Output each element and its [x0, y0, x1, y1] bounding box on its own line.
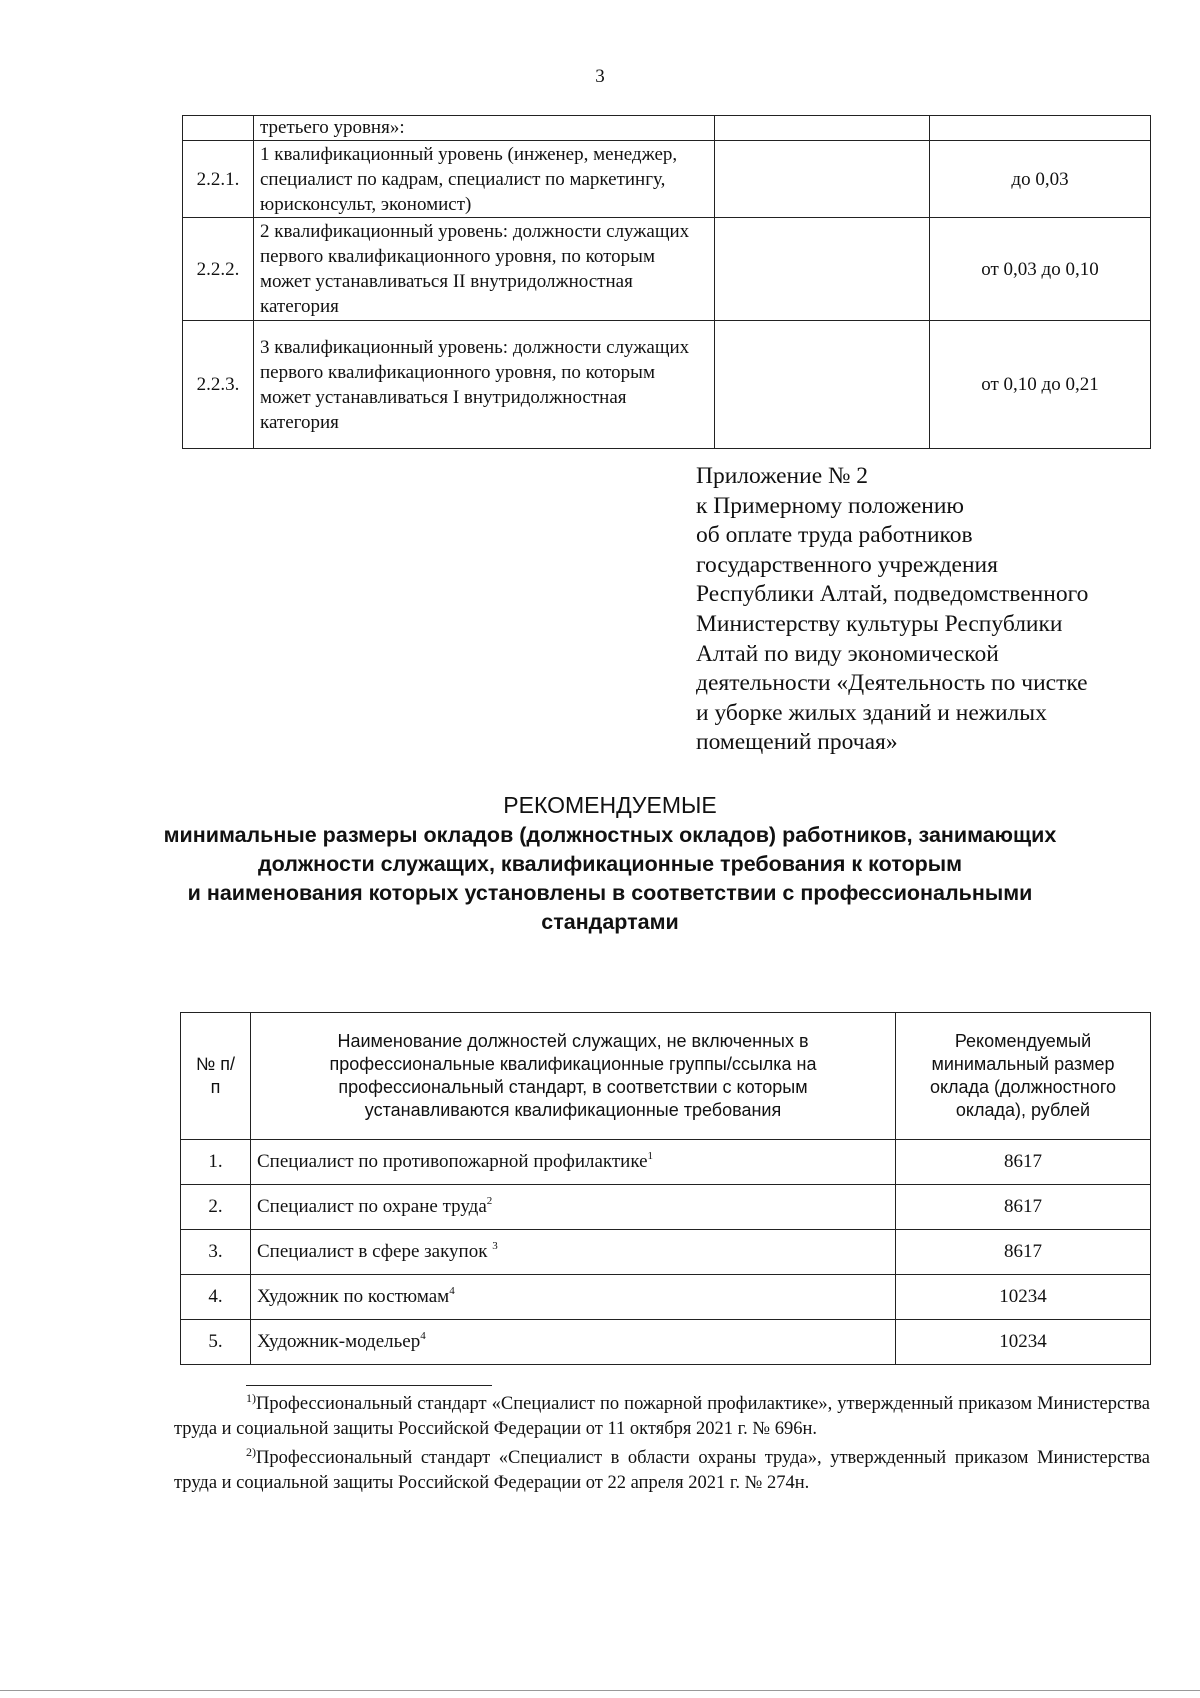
row-name — [251, 1230, 896, 1275]
footnote-separator — [246, 1385, 492, 1386]
table-row — [181, 1320, 1151, 1365]
row-value: 10234 — [896, 1320, 1151, 1365]
footnote-mark: 1) — [246, 1391, 256, 1405]
appendix-caption — [696, 462, 1166, 758]
row-value: от 0,10 до 0,21 — [930, 321, 1151, 449]
appendix-line: и уборке жилых зданий и нежилых — [696, 699, 1047, 726]
footnote-ref: 4 — [449, 1285, 455, 1297]
appendix-line: Республики Алтай, подведомственного — [696, 581, 1089, 608]
row-empty-cell — [715, 116, 930, 141]
header-num: № п/п — [181, 1013, 251, 1140]
row-number: 2. — [181, 1185, 251, 1230]
row-name: третьего уровня»: — [254, 116, 715, 141]
row-name: 3 квалификационный уровень: должности служащих первого квалификационного уровня, по которым может устанавливаться I внутридолжностная категория — [254, 321, 715, 449]
appendix-line: к Примерному положению — [696, 492, 964, 519]
header-value: Рекомендуемый минимальный размер оклада (должностного оклада), рублей — [896, 1013, 1151, 1140]
appendix-line: Алтай по виду экономической — [696, 640, 999, 667]
footnote-ref: 4 — [420, 1330, 426, 1342]
page-number: 3 — [595, 66, 605, 87]
appendix-line: об оплате труда работников — [696, 522, 973, 549]
footnote-ref: 2 — [486, 1195, 493, 1207]
row-number: 4. — [181, 1275, 251, 1320]
row-number: 2.2.1. — [183, 141, 254, 218]
appendix-line: Приложение № 2 — [696, 463, 869, 489]
table-row — [181, 1185, 1151, 1230]
row-empty-cell — [715, 141, 930, 218]
salary-table — [180, 1012, 1151, 1365]
scan-edge-line — [0, 1690, 1200, 1691]
row-name — [251, 1275, 896, 1320]
header-name: Наименование должностей служащих, не включенных в профессиональные квалификационные группы/ссылка на профессиональный стандарт, в соответствии с которым устанавливаются квалификационные требования — [251, 1013, 896, 1140]
row-value: 8617 — [896, 1185, 1151, 1230]
heading-title: РЕКОМЕНДУЕМЫЕ — [503, 792, 717, 818]
footnotes — [174, 1392, 1150, 1500]
table-row — [181, 1275, 1151, 1320]
table-row — [181, 1140, 1151, 1185]
row-number: 3. — [181, 1230, 251, 1275]
row-number: 2.2.2. — [183, 218, 254, 321]
heading-subtitle — [150, 821, 1070, 937]
row-name — [251, 1320, 896, 1365]
footnote-text: Профессиональный стандарт «Специалист по пожарной профилактике», утвержденный приказом Министерства труда и социальной защиты Российской Федерации от 11 октября 2021 г. № 696н. — [174, 1394, 1150, 1439]
heading-subtitle-line: и наименования которых установлены в соответствии с профессиональными — [187, 881, 1033, 905]
footnote-mark: 2) — [246, 1445, 256, 1459]
row-number: 5. — [181, 1320, 251, 1365]
appendix-line: помещений прочая» — [696, 729, 898, 756]
table-row — [183, 116, 1151, 141]
row-name — [251, 1185, 896, 1230]
row-value — [930, 116, 1151, 141]
row-value: 10234 — [896, 1275, 1151, 1320]
table-header-row — [181, 1013, 1151, 1140]
heading-subtitle-line: минимальные размеры окладов (должностных окладов) работников, занимающих — [163, 823, 1057, 847]
table-row — [181, 1230, 1151, 1275]
document-heading — [150, 790, 1070, 937]
row-name: 1 квалификационный уровень (инженер, менеджер, специалист по кадрам, специалист по маркетингу, юрисконсульт, экономист) — [254, 141, 715, 218]
row-number: 1. — [181, 1140, 251, 1185]
row-name — [251, 1140, 896, 1185]
position-name: Специалист в сфере закупок — [257, 1241, 488, 1262]
footnote-ref: 3 — [492, 1240, 498, 1252]
row-number: 2.2.3. — [183, 321, 254, 449]
footnote-text: Профессиональный стандарт «Специалист в области охраны труда», утвержденный приказом Министерства труда и социальной защиты Российской Федерации от 22 апреля 2021 г. № 274н. — [174, 1448, 1150, 1493]
qualification-levels-table — [182, 115, 1151, 449]
appendix-line: Министерству культуры Республики — [696, 610, 1063, 637]
row-value: 8617 — [896, 1140, 1151, 1185]
position-name: Художник-модельер — [257, 1331, 421, 1352]
footnote-2 — [174, 1446, 1150, 1496]
row-empty-cell — [715, 218, 930, 321]
row-value: от 0,03 до 0,10 — [930, 218, 1151, 321]
position-name: Специалист по противопожарной профилактике — [257, 1151, 648, 1172]
table-row — [183, 321, 1151, 449]
appendix-line: государственного учреждения — [696, 551, 998, 578]
appendix-line: деятельности «Деятельность по чистке — [696, 670, 1088, 697]
heading-subtitle-line: стандартами — [541, 910, 679, 934]
table-row — [183, 141, 1151, 218]
footnote-1 — [174, 1392, 1150, 1442]
row-value: до 0,03 — [930, 141, 1151, 218]
position-name: Специалист по охране труда — [257, 1196, 487, 1217]
position-name: Художник по костюмам — [257, 1286, 450, 1307]
table-row — [183, 218, 1151, 321]
row-number — [183, 116, 254, 141]
footnote-ref: 1 — [647, 1150, 654, 1162]
row-empty-cell — [715, 321, 930, 449]
heading-subtitle-line: должности служащих, квалификационные требования к которым — [258, 852, 962, 876]
row-value: 8617 — [896, 1230, 1151, 1275]
row-name: 2 квалификационный уровень: должности служащих первого квалификационного уровня, по которым может устанавливаться II внутридолжностная категория — [254, 218, 715, 321]
